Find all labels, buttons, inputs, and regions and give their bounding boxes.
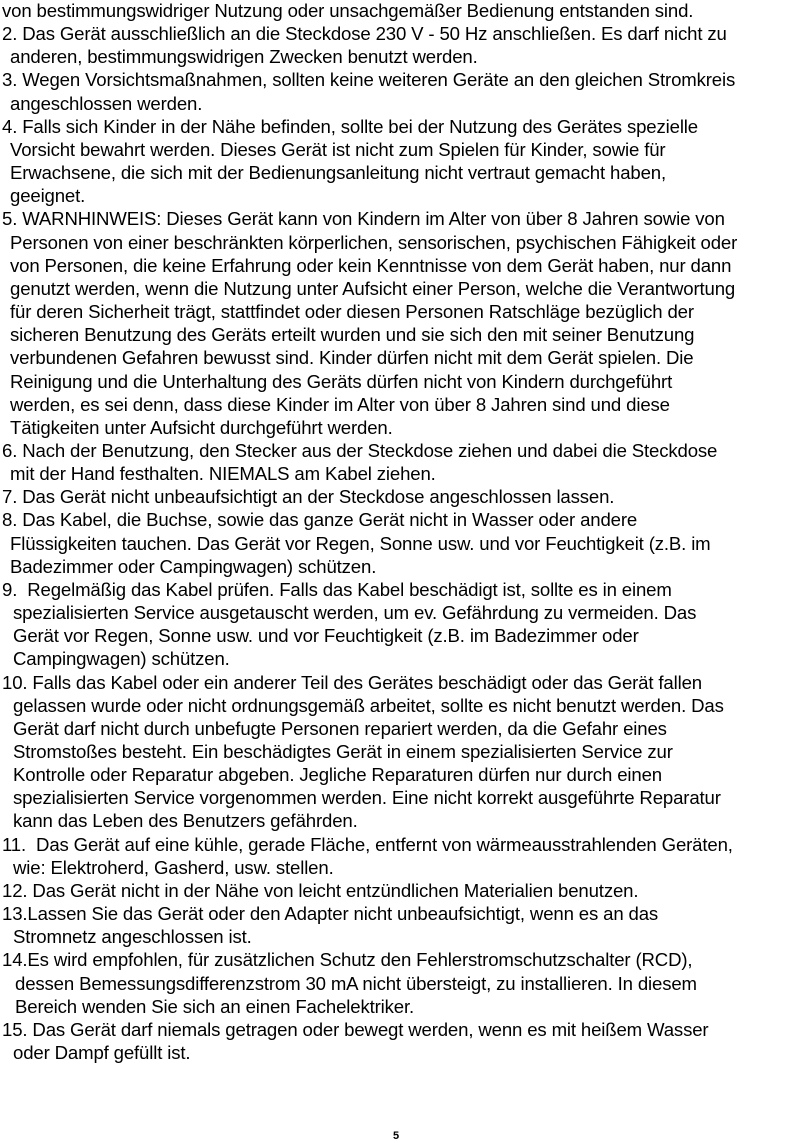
list-item-13-line: 13.Lassen Sie das Gerät oder den Adapter nicht unbeaufsichtigt, wenn es an das	[2, 903, 659, 925]
text-line: sicheren Benutzung des Geräts erteilt wurden und sie sich den mit seiner Benutzung	[10, 324, 695, 346]
text-line: Kontrolle oder Reparatur abgeben. Jegliche Reparaturen dürfen nur durch einen	[13, 764, 662, 786]
text-line: spezialisierten Service ausgetauscht werden, um ev. Gefährdung zu vermeiden. Das	[13, 602, 697, 624]
list-item-5-line: 5. WARNHINWEIS: Dieses Gerät kann von Kindern im Alter von über 8 Jahren sowie von	[2, 208, 725, 230]
list-item-15-line: 15. Das Gerät darf niemals getragen oder bewegt werden, wenn es mit heißem Wasser	[2, 1018, 709, 1040]
text-line: mit der Hand festhalten. NIEMALS am Kabel ziehen.	[10, 463, 436, 485]
text-line: Badezimmer oder Campingwagen) schützen.	[10, 555, 377, 577]
text-line: oder Dampf gefüllt ist.	[13, 1042, 191, 1064]
text-line: genutzt werden, wenn die Nutzung unter Aufsicht einer Person, welche die Verantwortung	[10, 277, 736, 299]
list-item-4-line: 4. Falls sich Kinder in der Nähe befinden, sollte bei der Nutzung des Gerätes spezielle	[2, 115, 698, 137]
list-item-11-line: 11. Das Gerät auf eine kühle, gerade Fläche, entfernt von wärmeausstrahlenden Geräten,	[2, 833, 733, 855]
text-line: Erwachsene, die sich mit der Bedienungsanleitung nicht vertraut gemacht haben,	[10, 162, 667, 184]
text-line: Campingwagen) schützen.	[13, 648, 230, 670]
list-item-8-line: 8. Das Kabel, die Buchse, sowie das ganze Gerät nicht in Wasser oder andere	[2, 509, 638, 531]
page-number: 5	[392, 1130, 400, 1142]
list-item-3-line: 3. Wegen Vorsichtsmaßnahmen, sollten keine weiteren Geräte an den gleichen Stromkreis	[2, 69, 736, 91]
list-item-12-line: 12. Das Gerät nicht in der Nähe von leicht entzündlichen Materialien benutzen.	[2, 879, 639, 901]
text-line: gelassen wurde oder nicht ordnungsgemäß arbeitet, sollte es nicht benutzt werden. Das	[13, 694, 724, 716]
list-item-10-line: 10. Falls das Kabel oder ein anderer Teil des Gerätes beschädigt oder das Gerät fallen	[2, 671, 702, 693]
text-line: angeschlossen werden.	[10, 92, 203, 114]
text-line: Stromnetz angeschlossen ist.	[13, 926, 252, 948]
text-line: Bereich wenden Sie sich an einen Fachelektriker.	[15, 995, 414, 1017]
text-line: Vorsicht bewahrt werden. Dieses Gerät ist nicht zum Spielen für Kinder, sowie für	[10, 138, 666, 160]
text-line: Stromstoßes besteht. Ein beschädigtes Gerät in einem spezialisierten Service zur	[13, 741, 673, 762]
text-line: spezialisierten Service vorgenommen werden. Eine nicht korrekt ausgeführte Reparatur	[13, 787, 721, 809]
text-line: Tätigkeiten unter Aufsicht durchgeführt werden.	[10, 416, 393, 438]
text-line: von Personen, die keine Erfahrung oder kein Kenntnisse von dem Gerät haben, nur dann	[10, 254, 732, 276]
text-line: wie: Elektroherd, Gasherd, usw. stellen.	[13, 856, 334, 878]
text-line: anderen, bestimmungswidrigen Zwecken benutzt werden.	[10, 46, 478, 68]
text-line: geeignet.	[10, 185, 86, 207]
text-line: dessen Bemessungsdifferenzstrom 30 mA nicht übersteigt, zu installieren. In diesem	[15, 972, 697, 994]
text-line: Gerät darf nicht durch unbefugte Personen repariert werden, da die Gefahr eines	[13, 717, 667, 739]
text-line: kann das Leben des Benutzers gefährden.	[13, 810, 358, 832]
text-line: verbundenen Gefahren bewusst sind. Kinder dürfen nicht mit dem Gerät spielen. Die	[10, 347, 694, 369]
text-line: Personen von einer beschränkten körperlichen, sensorischen, psychischen Fähigkeit oder	[10, 231, 738, 253]
list-item-14-line: 14.Es wird empfohlen, für zusätzlichen Schutz den Fehlerstromschutzschalter (RCD),	[2, 949, 693, 971]
text-line: werden, es sei denn, dass diese Kinder im Alter von über 8 Jahren sind und diese	[10, 393, 670, 415]
list-item-6-line: 6. Nach der Benutzung, den Stecker aus der Steckdose ziehen und dabei die Steckdose	[2, 439, 718, 461]
text-line: Flüssigkeiten tauchen. Das Gerät vor Regen, Sonne usw. und vor Feuchtigkeit (z.B. im	[10, 532, 711, 554]
text-line: von bestimmungswidriger Nutzung oder unsachgemäßer Bedienung entstanden sind.	[2, 0, 694, 21]
text-line: für deren Sicherheit trägt, stattfindet oder diesen Personen Ratschläge bezüglich der	[10, 301, 694, 323]
list-item-2-line: 2. Das Gerät ausschließlich an die Steckdose 230 V - 50 Hz anschließen. Es darf nicht zu	[2, 23, 727, 45]
safety-instructions-text	[2, 0, 792, 1064]
list-item-9-line: 9. Regelmäßig das Kabel prüfen. Falls das Kabel beschädigt ist, sollte es in einem	[2, 578, 672, 600]
text-line: Gerät vor Regen, Sonne usw. und vor Feuchtigkeit (z.B. im Badezimmer oder	[13, 625, 639, 647]
list-item-7-line: 7. Das Gerät nicht unbeaufsichtigt an der Steckdose angeschlossen lassen.	[2, 486, 615, 508]
text-line: Reinigung und die Unterhaltung des Geräts dürfen nicht von Kindern durchgeführt	[10, 370, 673, 392]
